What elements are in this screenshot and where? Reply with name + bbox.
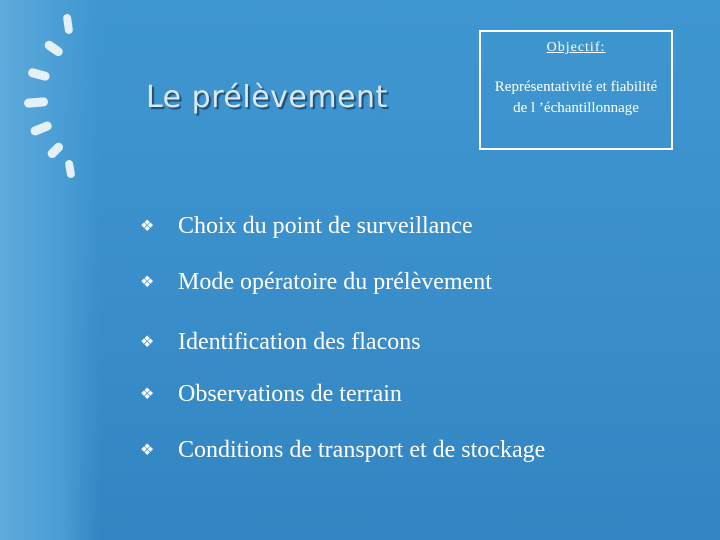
bullet-text: Conditions de transport et de stockage bbox=[178, 436, 546, 463]
slide-title: Le prélèvement bbox=[146, 80, 388, 115]
bullet-item bbox=[140, 265, 492, 299]
bullet-text: Choix du point de surveillance bbox=[178, 212, 473, 239]
bullet-item bbox=[140, 325, 421, 359]
diamond-bullet-icon: ❖ bbox=[140, 386, 155, 403]
diamond-bullet-icon: ❖ bbox=[140, 334, 155, 351]
bullet-text: Identification des flacons bbox=[178, 328, 421, 355]
bullet-item bbox=[140, 377, 402, 411]
diamond-bullet-icon: ❖ bbox=[140, 442, 155, 459]
diamond-bullet-icon: ❖ bbox=[140, 274, 155, 291]
bullet-text: Mode opératoire du prélèvement bbox=[178, 268, 492, 295]
bullet-item bbox=[140, 433, 545, 467]
objective-heading: Objectif: bbox=[546, 40, 606, 55]
bullet-item bbox=[140, 209, 473, 243]
bullet-text: Observations de terrain bbox=[178, 380, 402, 407]
diamond-bullet-icon: ❖ bbox=[140, 218, 155, 235]
objective-text: Représentativité et fiabilité de l ’échantillonnage bbox=[494, 79, 658, 116]
